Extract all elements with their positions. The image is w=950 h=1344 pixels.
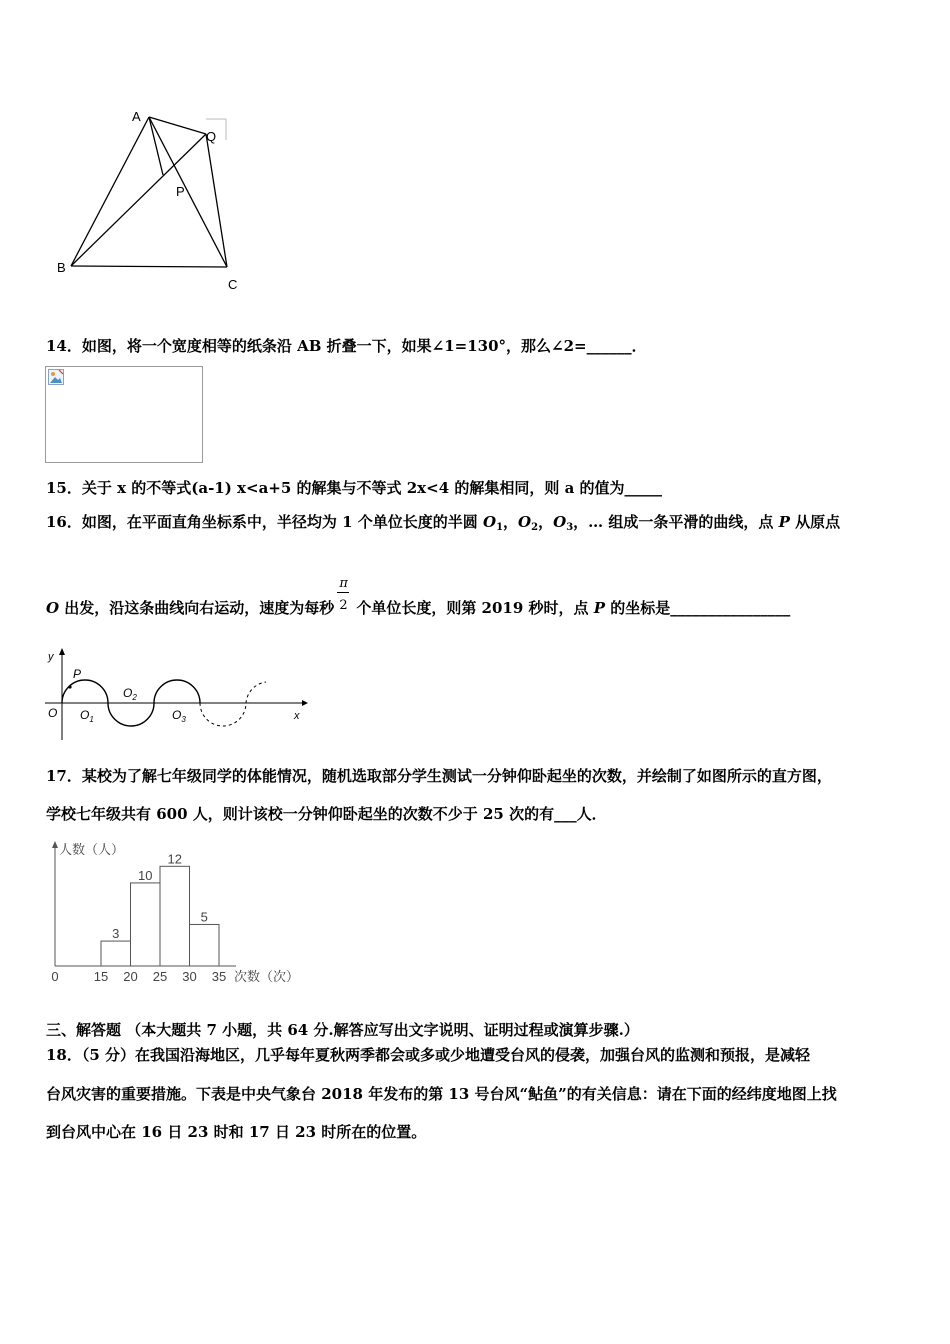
label-a: A: [132, 109, 141, 124]
y-axis-label: 人数（人）: [59, 842, 125, 857]
o3-sub: 3: [566, 522, 574, 533]
histogram-chart: [40, 838, 320, 993]
segment-bq: [71, 134, 206, 266]
x-tick-label: 20: [123, 969, 138, 984]
q16-text-4: 出发，沿这条曲线向右运动，速度为每秒: [59, 599, 335, 617]
separator: ，: [503, 513, 519, 531]
label-p: P: [73, 667, 82, 681]
label-origin: O: [48, 706, 58, 720]
label-x: x: [294, 710, 300, 722]
histogram-bar: [190, 924, 220, 966]
bar-value-label: 10: [138, 867, 153, 883]
geometry-figure: [40, 100, 270, 300]
label-q: Q: [206, 129, 217, 144]
separator: ，: [538, 513, 554, 531]
bar-value-label: 12: [167, 851, 182, 867]
q16-text-3: 从原点: [789, 513, 841, 531]
segment-ap: [149, 117, 163, 175]
question-18-line3: 到台风中心在 16 日 23 时和 17 日 23 时所在的位置。: [46, 1123, 427, 1141]
label-o1: $O_1$: [80, 708, 94, 724]
question-18-line2: 台风灾害的重要措施。下表是中央气象台 2018 年发布的第 13 号台风“鲇鱼”的有关信息：请在下面的经纬度地图上找: [46, 1085, 837, 1103]
label-c: C: [228, 277, 238, 292]
question-16-line2: [46, 576, 791, 618]
question-16-line1: [46, 512, 840, 538]
broken-image-icon: [48, 369, 64, 385]
q16-text-6: 的坐标是________________: [605, 599, 791, 617]
label-p: P: [176, 184, 185, 199]
fraction-bar: [337, 592, 349, 593]
x-tick-label: 35: [211, 969, 227, 984]
y-axis-arrow: [52, 841, 58, 848]
o1-symbol: O: [482, 513, 497, 531]
x-axis-arrow: [302, 700, 308, 706]
p-symbol: P: [778, 513, 790, 531]
point-p: [68, 685, 71, 688]
question-14: 14．如图，将一个宽度相等的纸条沿 AB 折叠一下，如果∠1=130°，那么∠2=______．: [46, 337, 647, 355]
label-o3: $O_3$: [172, 708, 186, 724]
semicircle-graph: [40, 645, 310, 745]
segment-bc: [71, 266, 227, 267]
fraction: [334, 576, 356, 618]
x-tick-label: 0: [51, 969, 59, 984]
histogram-bar: [101, 941, 131, 966]
question-15: 15．关于 x 的不等式(a-1) x<a+5 的解集与不等式 2x<4 的解集相同，则 a 的值为_____: [46, 479, 663, 497]
x-tick-label: 25: [152, 969, 168, 984]
o2-symbol: O: [518, 513, 532, 531]
label-b: B: [57, 260, 66, 275]
origin-symbol: O: [46, 599, 60, 617]
bar-value-label: 5: [200, 909, 208, 925]
question-18-line1: 18．（5 分）在我国沿海地区，几乎每年夏秋两季都会或多或少地遭受台风的侵袭，加强台风的监测和预报，是减轻: [46, 1046, 811, 1064]
histogram-bar: [131, 883, 161, 966]
x-tick-label: 30: [182, 969, 197, 984]
label-o2: $O_2$: [123, 686, 137, 702]
p-symbol: P: [593, 599, 606, 617]
question-17-line2: 学校七年级共有 600 人，则计该校一分钟仰卧起坐的次数不少于 25 次的有___人．: [46, 805, 607, 823]
image-placeholder: [45, 366, 203, 463]
y-axis-arrow: [59, 648, 65, 655]
question-17-line1: 17．某校为了解七年级同学的体能情况，随机选取部分学生测试一分钟仰卧起坐的次数，并绘制了如图所示的直方图，: [46, 767, 832, 785]
x-axis-label: 次数（次）: [234, 969, 300, 984]
o3-symbol: O: [553, 513, 567, 531]
histogram-bar: [160, 866, 190, 966]
bar-value-label: 3: [112, 926, 120, 942]
segment-aq: [149, 117, 206, 134]
q16-text-5: 个单位长度，则第 2019 秒时，点: [356, 599, 594, 617]
x-tick-label: 15: [93, 969, 109, 984]
o2-sub: 2: [531, 522, 539, 533]
curve-continuation: [200, 682, 266, 726]
fraction-denominator: 2: [339, 598, 348, 613]
segment-ab: [71, 117, 149, 266]
section-3-heading: 三、解答题 （本大题共 7 小题，共 64 分.解答应写出文字说明、证明过程或演算步骤.）: [46, 1021, 639, 1039]
label-y: y: [48, 651, 54, 663]
q16-text-2: ，… 组成一条平滑的曲线，点: [573, 513, 779, 531]
q16-text-1: 16．如图，在平面直角坐标系中，半径均为 1 个单位长度的半圆: [46, 513, 483, 531]
o1-sub: 1: [496, 522, 504, 533]
fraction-numerator: π: [339, 576, 348, 591]
